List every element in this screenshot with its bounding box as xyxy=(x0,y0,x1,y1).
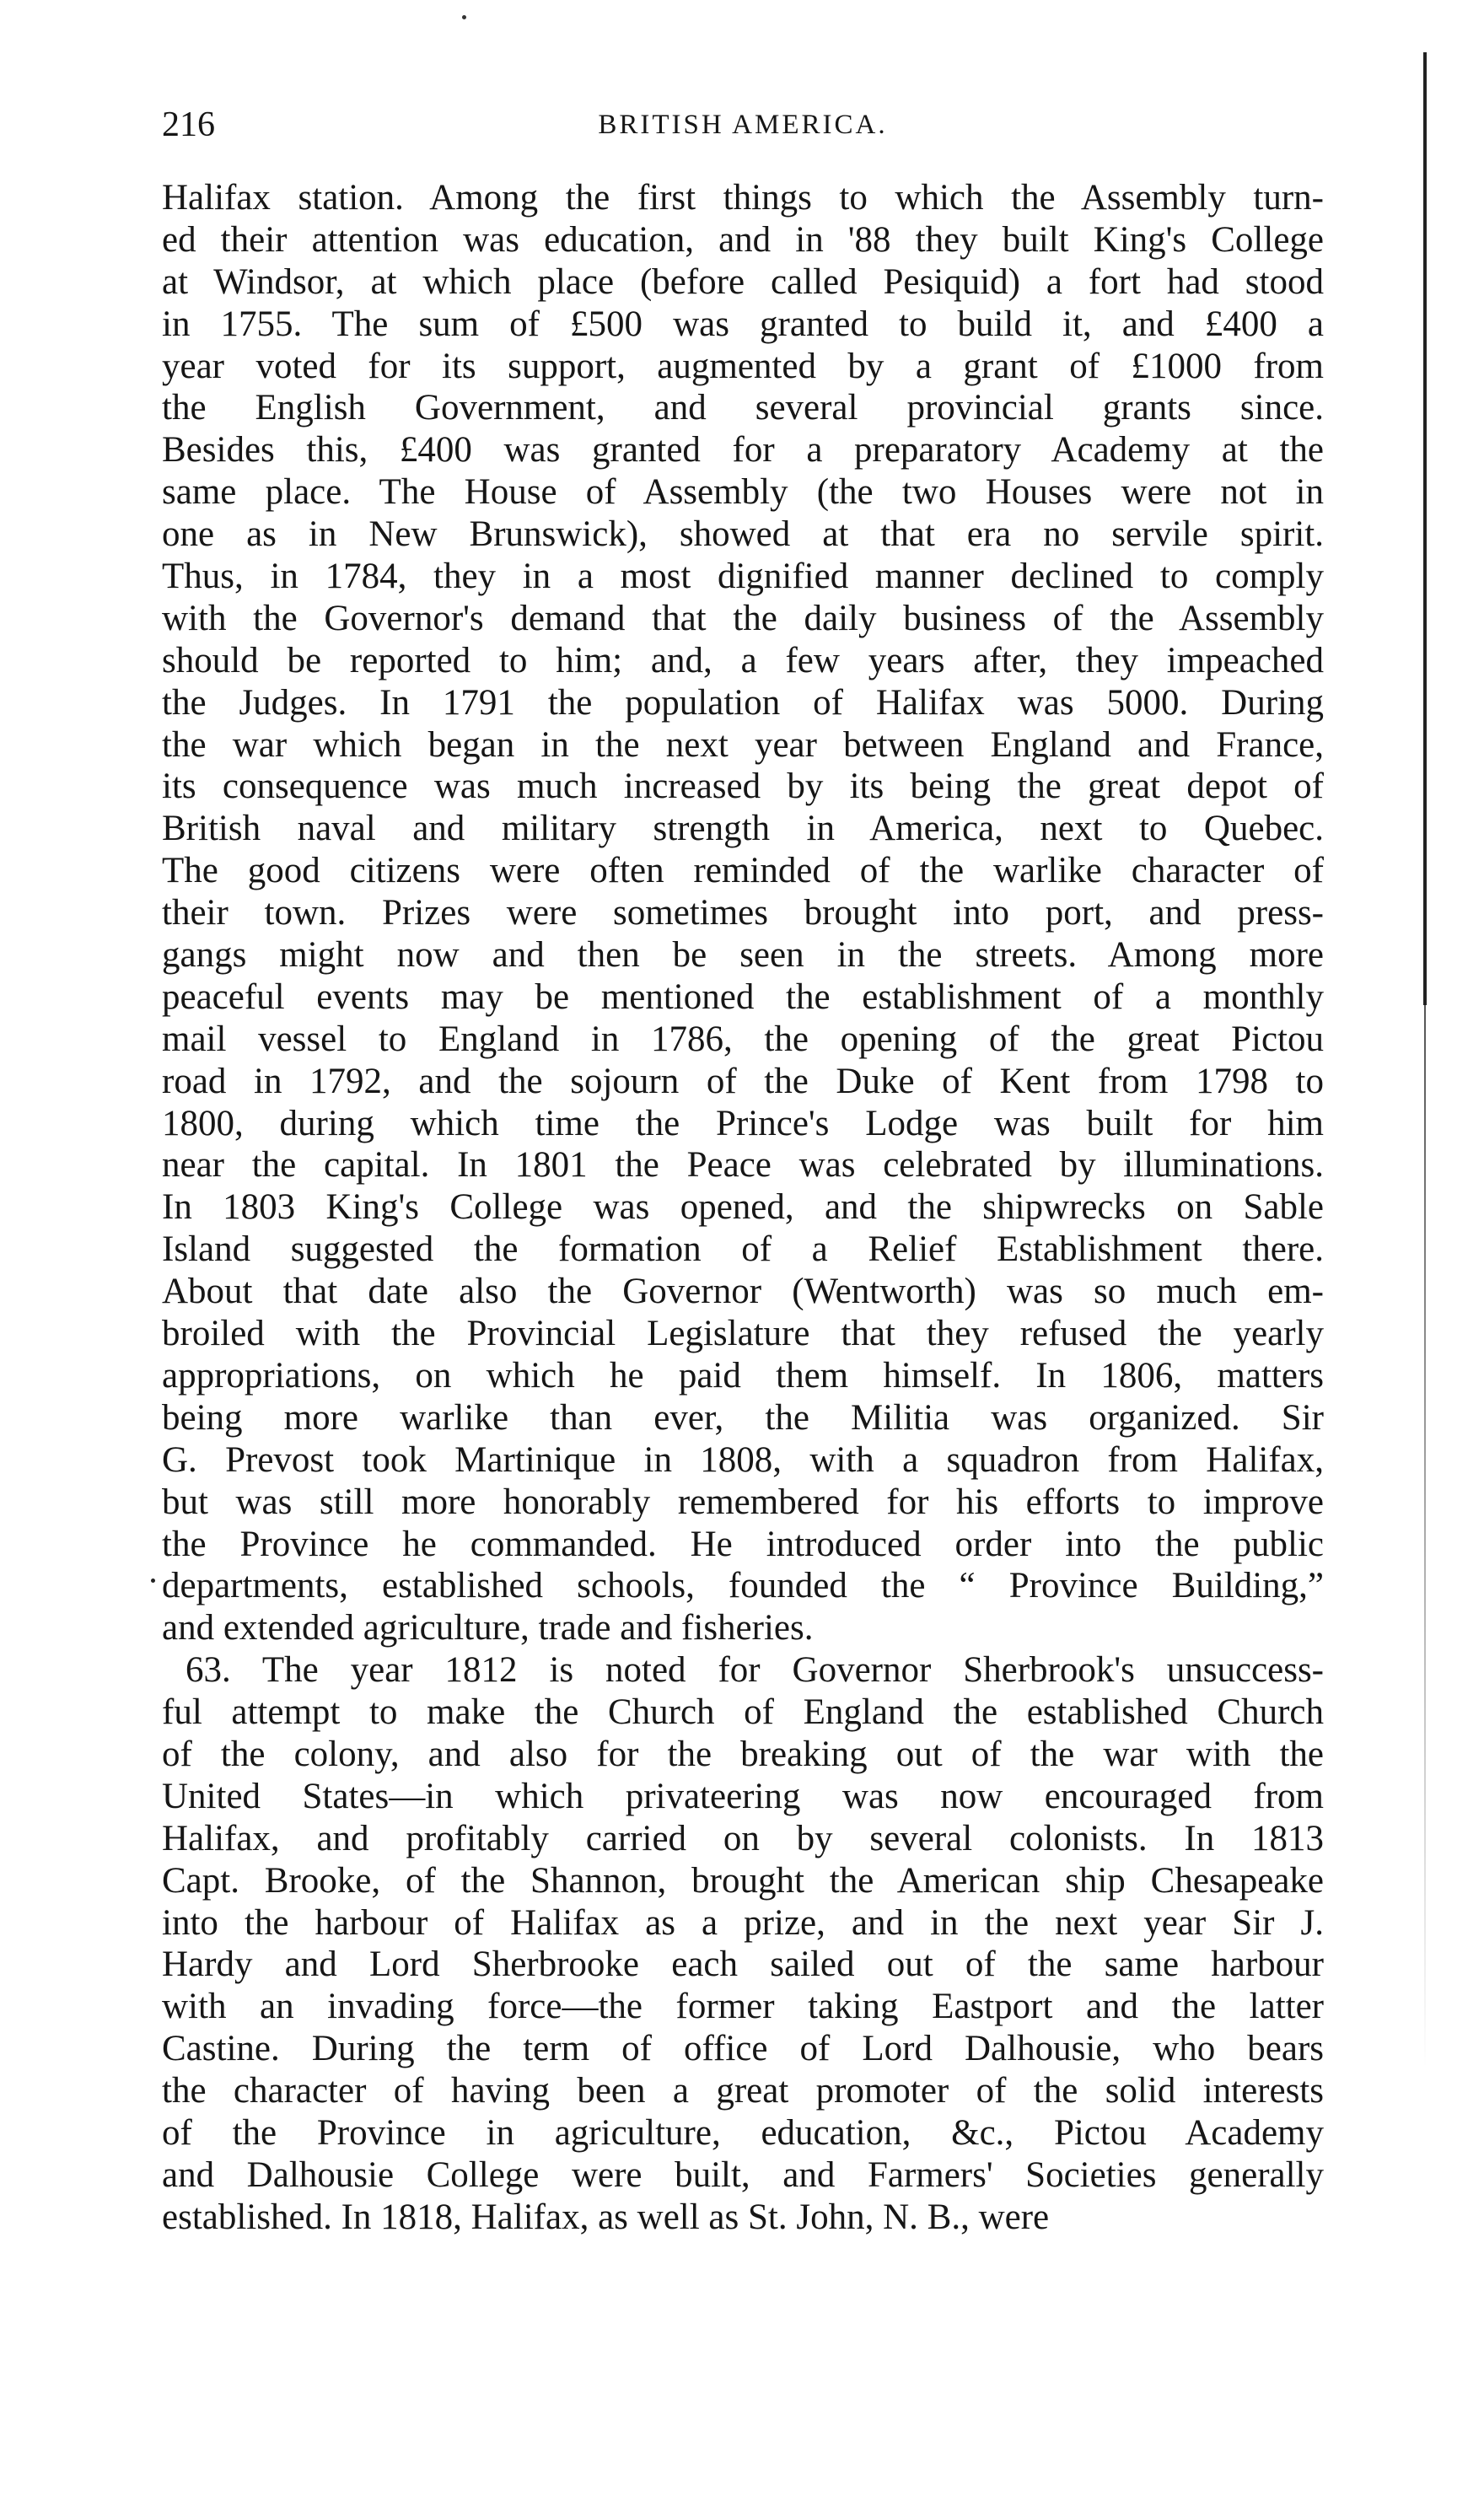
text-line: of the colony, and also for the breaking out of the war with the xyxy=(162,1734,1324,1774)
text-line: with an invading force—the former taking Eastport and the latter xyxy=(162,1987,1324,2027)
text-line: G. Prevost took Martinique in 1808, with a squadron from Halifax, xyxy=(162,1439,1324,1480)
text-line: at Windsor, at which place (before called Pesiquid) a fort had stood xyxy=(162,261,1324,302)
text-line: broiled with the Provincial Legislature that they refused the yearly xyxy=(162,1314,1324,1354)
text-line: same place. The House of Assembly (the two Houses were not in xyxy=(162,472,1324,513)
text-line: Thus, in 1784, they in a most dignified manner declined to comply xyxy=(162,557,1324,597)
margin-mark xyxy=(151,1579,155,1583)
text-line: Castine. During the term of office of Lord Dalhousie, who bears xyxy=(162,2029,1324,2069)
text-line: Besides this, £400 was granted for a preparatory Academy at the xyxy=(162,430,1324,471)
text-line: and Dalhousie College were built, and Farmers' Societies generally xyxy=(162,2154,1324,2195)
ink-speck xyxy=(462,15,466,19)
text-line: Hardy and Lord Sherbrooke each sailed out of the same harbour xyxy=(162,1944,1324,1985)
text-line: year voted for its support, augmented by a grant of £1000 from xyxy=(162,346,1324,386)
text-line: 63. The year 1812 is noted for Governor Sherbrook's unsuccess- xyxy=(186,1650,1324,1691)
text-line: one as in New Brunswick), showed at that era no servile spirit. xyxy=(162,514,1324,555)
text-line: peaceful events may be mentioned the establishment of a monthly xyxy=(162,976,1324,1017)
text-line: but was still more honorably remembered for his efforts to improve xyxy=(162,1482,1324,1522)
text-line: Island suggested the formation of a Relief Establishment there. xyxy=(162,1229,1324,1270)
text-line: departments, established schools, founded the “ Province Building,” xyxy=(162,1566,1324,1606)
text-line: United States—in which privateering was now encouraged from xyxy=(162,1776,1324,1816)
page-header xyxy=(162,100,1324,150)
text-line: their town. Prizes were sometimes brought into port, and press- xyxy=(162,893,1324,933)
text-line: of the Province in agriculture, education, &c., Pictou Academy xyxy=(162,2112,1324,2153)
text-line: into the harbour of Halifax as a prize, and in the next year Sir J. xyxy=(162,1902,1324,1943)
text-line: the character of having been a great promoter of the solid interests xyxy=(162,2071,1324,2111)
page-edge-rule-faded xyxy=(1424,1005,1426,2068)
page-edge-rule xyxy=(1423,52,1427,1005)
text-line: mail vessel to England in 1786, the opening of the great Pictou xyxy=(162,1019,1324,1059)
text-line: gangs might now and then be seen in the streets. Among more xyxy=(162,935,1324,976)
text-line: its consequence was much increased by its being the great depot of xyxy=(162,766,1324,807)
text-line: appropriations, on which he paid them himself. In 1806, matters xyxy=(162,1355,1324,1396)
text-line: and extended agriculture, trade and fisheries. xyxy=(162,1608,814,1649)
text-line: The good citizens were often reminded of the warlike character of xyxy=(162,851,1324,891)
text-line: 1800, during which time the Prince's Lodge was built for him xyxy=(162,1103,1324,1143)
text-line: the Judges. In 1791 the population of Halifax was 5000. During xyxy=(162,682,1324,723)
text-line: road in 1792, and the sojourn of the Duke of Kent from 1798 to xyxy=(162,1061,1324,1101)
text-line: Halifax station. Among the first things to which the Assembly turn- xyxy=(162,178,1324,218)
text-line: the Province he commanded. He introduced order into the public xyxy=(162,1524,1324,1564)
page-number: 216 xyxy=(162,105,215,144)
text-line: Capt. Brooke, of the Shannon, brought the American ship Chesapeake xyxy=(162,1860,1324,1901)
text-line: should be reported to him; and, a few years after, they impeached xyxy=(162,640,1324,680)
text-line: the English Government, and several provincial grants since. xyxy=(162,388,1324,428)
text-line: Halifax, and profitably carried on by several colonists. In 1813 xyxy=(162,1818,1324,1858)
text-line: in 1755. The sum of £500 was granted to build it, and £400 a xyxy=(162,304,1324,344)
text-line: being more warlike than ever, the Militia was organized. Sir xyxy=(162,1397,1324,1438)
text-line: the war which began in the next year between England and France, xyxy=(162,724,1324,765)
text-line: In 1803 King's College was opened, and the shipwrecks on Sable xyxy=(162,1187,1324,1228)
running-head: BRITISH AMERICA. xyxy=(598,110,888,140)
text-line: established. In 1818, Halifax, as well as St. John, N. B., were xyxy=(162,2197,1050,2237)
text-line: near the capital. In 1801 the Peace was celebrated by illuminations. xyxy=(162,1145,1324,1186)
text-line: with the Governor's demand that the daily business of the Assembly xyxy=(162,598,1324,638)
text-line: ful attempt to make the Church of England the established Church xyxy=(162,1692,1324,1733)
text-line: ed their attention was education, and in '88 they built King's College xyxy=(162,219,1324,260)
text-line: British naval and military strength in America, next to Quebec. xyxy=(162,809,1324,849)
text-line: About that date also the Governor (Wentworth) was so much em- xyxy=(162,1272,1324,1312)
body-text xyxy=(162,177,1324,2239)
